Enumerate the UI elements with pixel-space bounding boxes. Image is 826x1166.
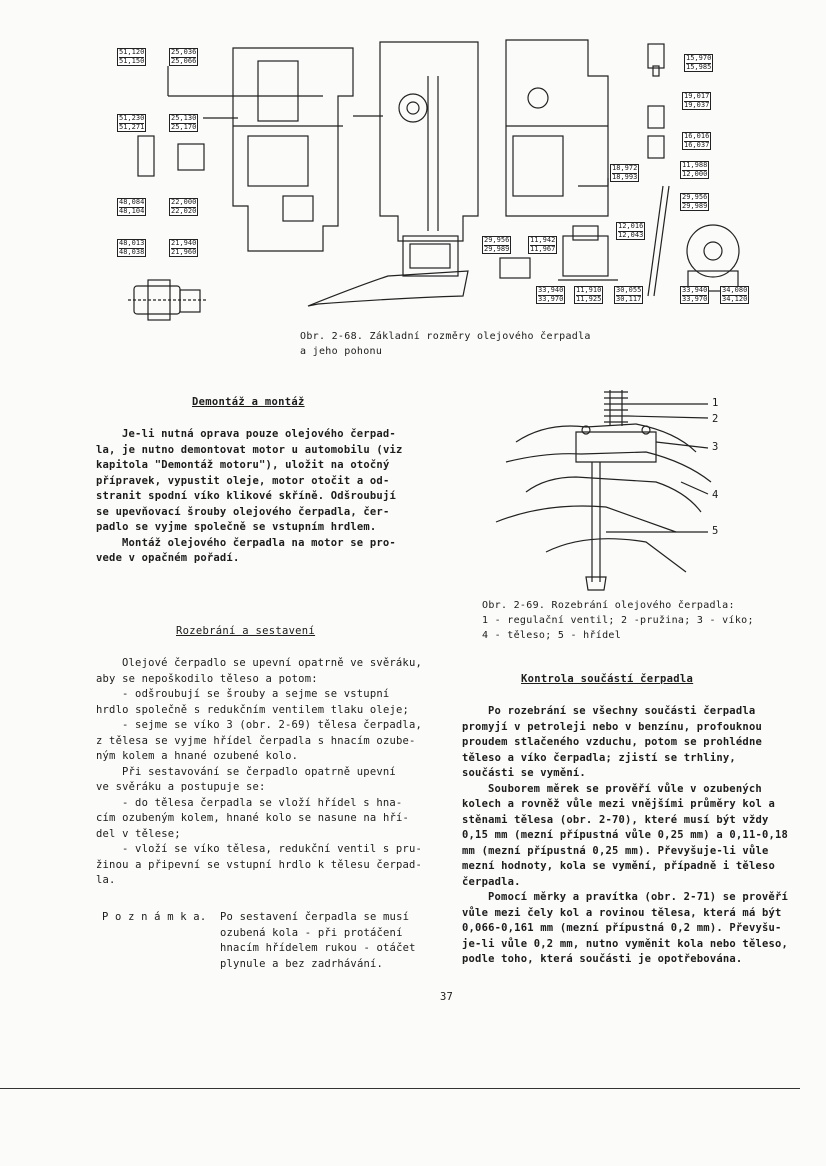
figure-2-68-drawing (108, 36, 768, 321)
paragraph-line: 0,15 mm (mezní přípustná vůle 0,25 mm) a 0,11-0,18 (462, 829, 789, 841)
paragraph-line: stranit spodní víko klikové skříně. Odšroubují (96, 490, 396, 502)
section-heading-demontaz: Demontáž a montáž (192, 396, 305, 408)
paragraph-line: Je-li nutná oprava pouze olejového čerpad- (122, 428, 396, 440)
paragraph-line: Pomocí měrky a pravítka (obr. 2-71) se prověří (488, 891, 788, 903)
paragraph-line: ve svěráku a postupuje se: (96, 781, 266, 793)
caption-line: Obr. 2-68. Základní rozměry olejového čerpadla (300, 331, 591, 342)
dimension-label: 11,910 11,925 (576, 286, 602, 303)
paragraph-line: Při sestavování se čerpadlo opatrně upevní (122, 765, 396, 778)
dimension-label: 48,084 48,104 (119, 198, 145, 215)
page-number: 37 (440, 991, 454, 1003)
dimension-label: 34,080 34,120 (722, 286, 748, 303)
dimension-label: 11,988 12,000 (682, 161, 708, 178)
paragraph-line: je-li vůle 0,2 mm, nutno vyměnit kola nebo těleso, (462, 937, 789, 950)
section-heading-kontrola: Kontrola součástí čerpadla (521, 673, 694, 685)
dimension-label: 25,130 25,170 (171, 114, 197, 131)
paragraph-line: kapitola "Demontáž motoru"), uložit na otočný (96, 459, 390, 471)
paragraph-line: cím ozubeným kolem, hnané kolo se nasune na hří- (96, 812, 410, 824)
callout-label-4: 4 (712, 489, 719, 501)
paragraph-line: - do tělesa čerpadla se vloží hřídel s hna- (122, 796, 403, 809)
paragraph-line: podle toho, která součásti je opotřebována. (462, 953, 743, 965)
figure-2-68 (108, 36, 768, 321)
paragraph-line: Montáž olejového čerpadla na motor se pro- (122, 536, 396, 549)
paragraph-line: ným kolem a hnané ozubené kolo. (96, 750, 299, 762)
paragraph-line: del v tělese; (96, 827, 181, 840)
callout-label-1: 1 (712, 397, 719, 409)
caption-line: Obr. 2-69. Rozebrání olejového čerpadla: (482, 600, 735, 611)
paragraph-line: Po rozebrání se všechny součásti čerpadla (488, 705, 756, 717)
dimension-label: 51,120 51,150 (119, 48, 145, 65)
dimension-label: 22,000 22,020 (171, 198, 197, 215)
dimension-label: 48,013 48,038 (119, 239, 145, 256)
paragraph-line: mm (mezní přípustná 0,25 mm). Převyšuje-li vůle (462, 844, 769, 857)
figure-2-69-drawing (486, 382, 722, 594)
paragraph-line: žinou a připevní se vstupní hrdlo k tělesu čerpad- (96, 858, 423, 871)
paragraph-line: - vloží se víko tělesa, redukční ventil s pru- (122, 843, 422, 855)
dimension-label: 51,230 51,271 (119, 114, 145, 131)
paragraph-line: Souborem měrek se prověří vůle v ozubených (488, 782, 762, 795)
section-heading-rozebrani: Rozebrání a sestavení (176, 625, 316, 637)
paragraph-line: padlo se vyjme společně se vstupním hrdlem. (96, 521, 377, 533)
caption-line: 1 - regulační ventil; 2 -pružina; 3 - víko; (482, 615, 754, 626)
figure-2-69 (486, 382, 722, 594)
note-label: P o z n á m k a. (102, 911, 207, 923)
dimension-label: 33,940 33,970 (682, 286, 708, 303)
paragraph-line: mezní hodnoty, kola se vymění, případně i těleso (462, 860, 776, 872)
dimension-label: 19,017 19,037 (684, 92, 710, 109)
paragraph-line: promyjí v petroleji nebo v benzínu, profouknou (462, 720, 762, 733)
caption-line: 4 - těleso; 5 - hřídel (482, 630, 622, 641)
note-text (220, 910, 440, 972)
paragraph-line: čerpadla. (462, 875, 521, 888)
dimension-label: 11,942 11,967 (530, 236, 556, 253)
section-rozebrani-text (96, 656, 436, 889)
paragraph-line: přípravek, vypustit oleje, motor otočit a od- (96, 474, 390, 487)
paragraph-line: 0,066-0,161 mm (mezní přípustná 0,2 mm). Převyšu- (462, 922, 782, 934)
callout-label-2: 2 (712, 413, 719, 425)
caption-line: a jeho pohonu (300, 346, 383, 357)
paragraph-line: součásti se vymění. (462, 767, 586, 779)
paragraph-line: la, je nutno demontovat motor u automobilu (viz (96, 443, 403, 456)
paragraph-line: z tělesa se vyjme hřídel čerpadla s hnacím ozube- (96, 734, 416, 747)
dimension-label: 18,972 18,993 (612, 164, 638, 181)
paragraph-line: hrdlo společně s redukčním ventilem tlaku oleje; (96, 703, 410, 716)
paragraph-line: aby se nepoškodilo těleso a potom: (96, 672, 318, 685)
paragraph-line: vůle mezi čely kol a rovinou tělesa, která má být (462, 906, 782, 919)
dimension-label: 25,036 25,066 (171, 48, 197, 65)
bottom-rule (0, 1088, 800, 1089)
paragraph-line: těleso a víko čerpadla; zjistí se trhliny, (462, 751, 736, 764)
paragraph-line: se upevňovací šrouby olejového čerpadla, čer- (96, 505, 390, 518)
paragraph-line: hnacím hřídelem rukou - otáčet (220, 942, 416, 954)
paragraph-line: Po sestavení čerpadla se musí (220, 911, 410, 923)
paragraph-line: proudem stlačeného vzduchu, potom se prohlédne (462, 736, 762, 748)
callout-label-3: 3 (712, 441, 719, 453)
paragraph-line: vede v opačném pořadí. (96, 552, 240, 564)
figure-2-69-caption (482, 598, 812, 643)
dimension-label: 29,956 29,989 (682, 193, 708, 210)
dimension-label: 33,940 33,970 (538, 286, 564, 303)
paragraph-line: - sejme se víko 3 (obr. 2-69) tělesa čerpadla, (122, 719, 422, 731)
paragraph-line: ozubená kola - při protáčení (220, 926, 403, 939)
dimension-label: 16,016 16,037 (684, 132, 710, 149)
dimension-label: 15,970 15,985 (686, 54, 712, 71)
section-demontaz-text (96, 427, 426, 567)
paragraph-line: - odšroubují se šrouby a sejme se vstupní (122, 688, 390, 700)
paragraph-line: kolech a rovněž vůle mezi vnějšími průměry kol a (462, 798, 776, 810)
paragraph-line: stěnami tělesa (obr. 2-70), které musí být vždy (462, 813, 769, 826)
figure-2-68-caption (300, 329, 660, 359)
paragraph-line: plynule a bez zadrhávání. (220, 957, 384, 970)
dimension-label: 29,956 29,989 (484, 236, 510, 253)
dimension-label: 21,940 21,960 (171, 239, 197, 256)
paragraph-line: la. (96, 874, 116, 886)
section-kontrola-text (462, 704, 812, 968)
dimension-label: 30,055 30,117 (616, 286, 642, 303)
paragraph-line: Olejové čerpadlo se upevní opatrně ve svěráku, (122, 657, 422, 669)
dimension-label: 12,016 12,043 (618, 222, 644, 239)
callout-label-5: 5 (712, 525, 719, 537)
